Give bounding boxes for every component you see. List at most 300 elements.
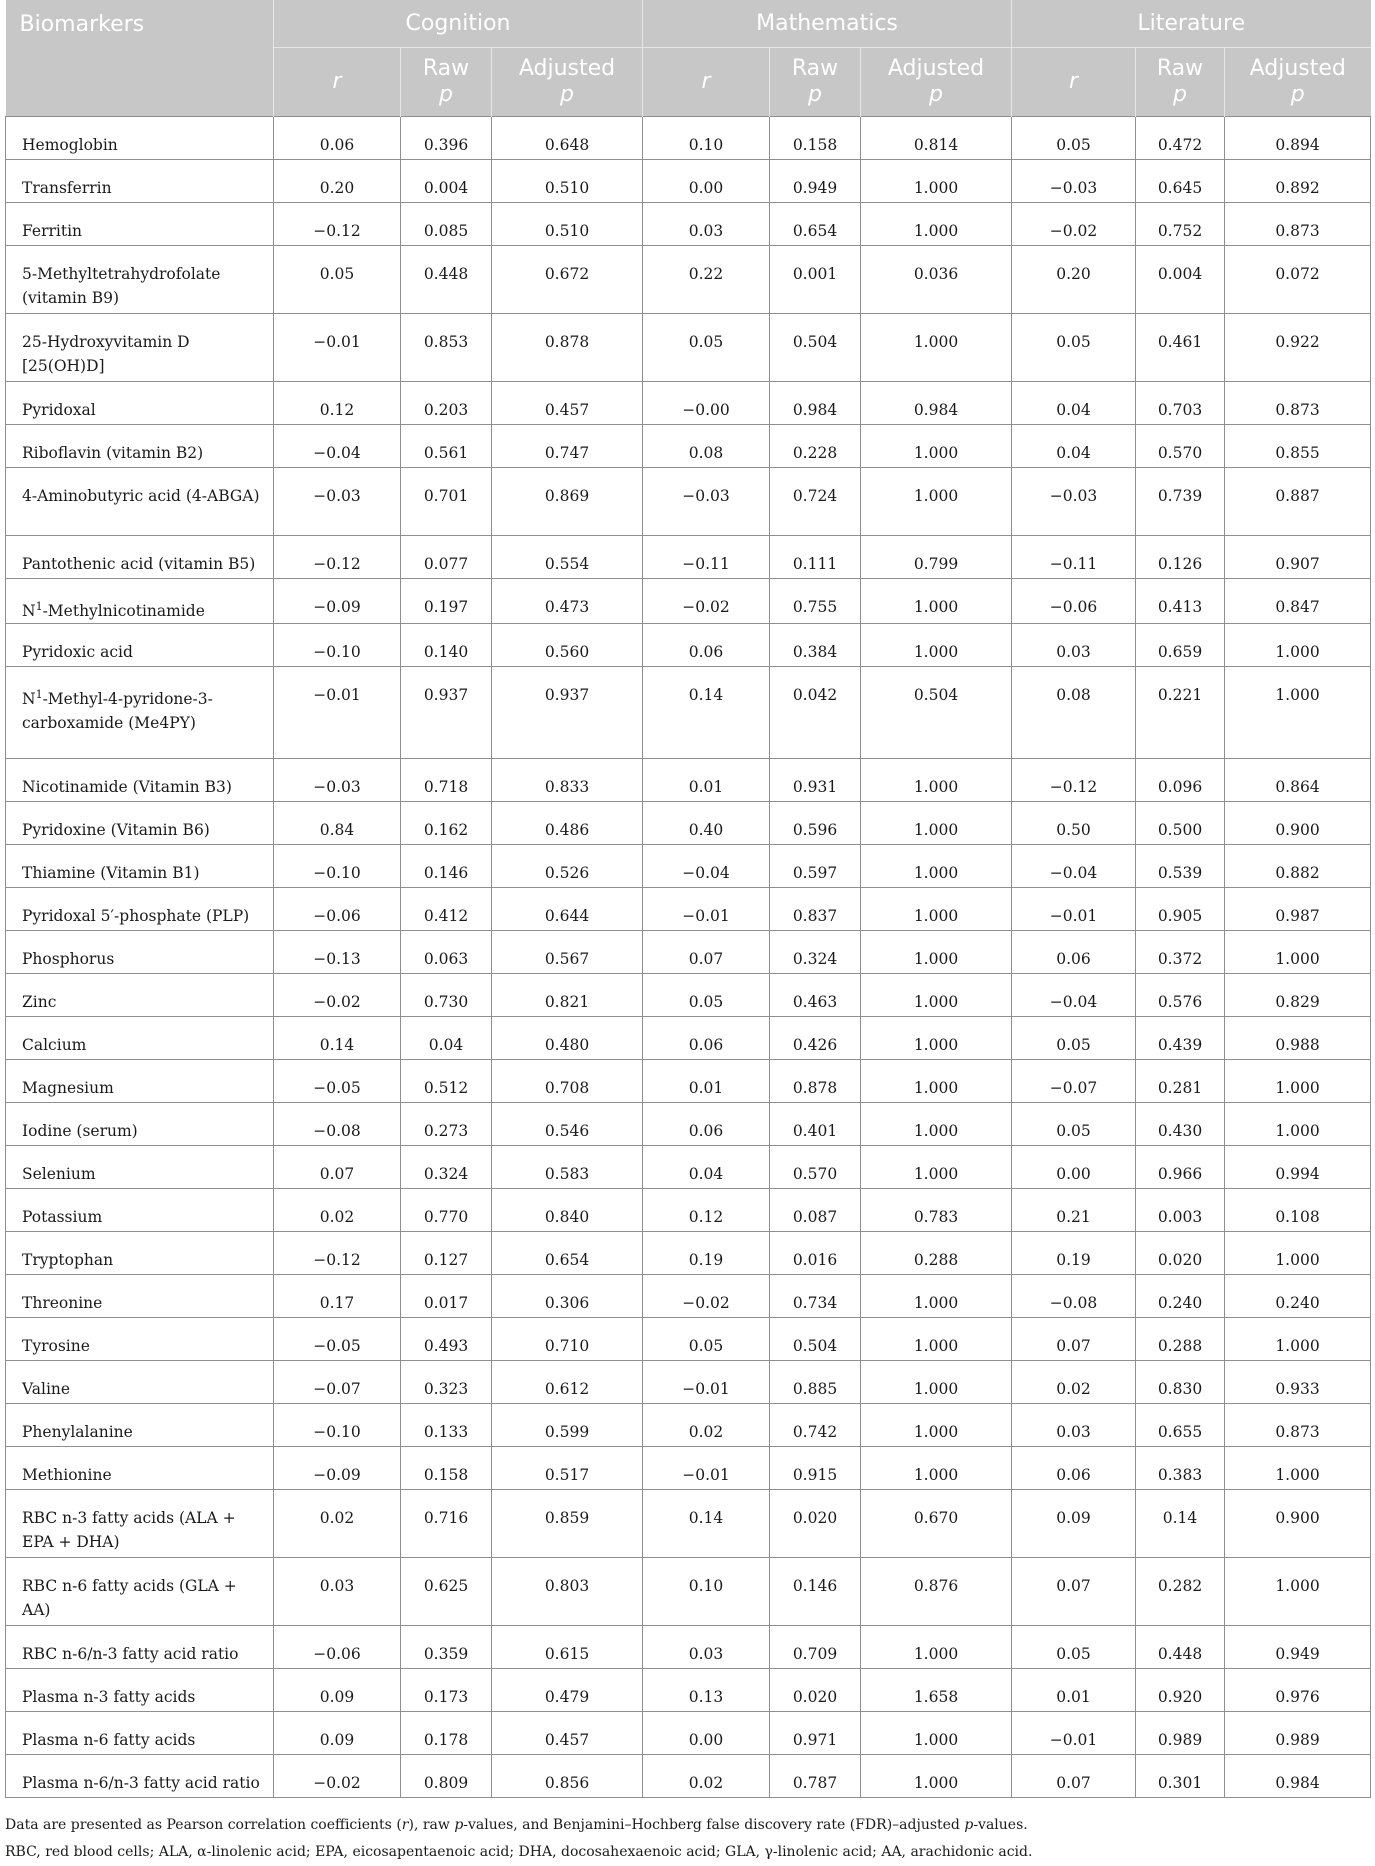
mathematics-raw-p-cell: 0.597 [770, 845, 861, 888]
cognition-adjusted-p-cell: 0.710 [492, 1318, 643, 1361]
mathematics-r-cell: 0.12 [643, 1189, 770, 1232]
biomarker-name-cell: Pantothenic acid (vitamin B5) [6, 536, 274, 579]
mathematics-adjusted-p-cell: 0.876 [861, 1558, 1012, 1626]
header-group-literature: Literature [1012, 0, 1371, 48]
cognition-r-cell: 0.84 [274, 802, 401, 845]
mathematics-adjusted-p-cell: 0.783 [861, 1189, 1012, 1232]
mathematics-r-cell: 0.07 [643, 931, 770, 974]
cognition-raw-p-cell: 0.493 [401, 1318, 492, 1361]
mathematics-r-cell: −0.11 [643, 536, 770, 579]
cognition-adjusted-p-cell: 0.803 [492, 1558, 643, 1626]
cognition-r-cell: 0.02 [274, 1189, 401, 1232]
literature-adjusted-p-cell: 1.000 [1225, 624, 1371, 667]
literature-adjusted-p-cell: 1.000 [1225, 667, 1371, 759]
literature-r-cell: 0.00 [1012, 1146, 1136, 1189]
mathematics-raw-p-cell: 0.709 [770, 1626, 861, 1669]
mathematics-adjusted-p-cell: 1.000 [861, 1404, 1012, 1447]
literature-adjusted-p-cell: 0.873 [1225, 382, 1371, 425]
cognition-adjusted-p-cell: 0.672 [492, 246, 643, 314]
biomarker-name-cell: Selenium [6, 1146, 274, 1189]
mathematics-adjusted-p-cell: 1.000 [861, 1318, 1012, 1361]
literature-r-cell: 0.05 [1012, 1626, 1136, 1669]
literature-r-cell: 0.07 [1012, 1318, 1136, 1361]
mathematics-r-cell: 0.40 [643, 802, 770, 845]
mathematics-raw-p-cell: 0.087 [770, 1189, 861, 1232]
cognition-r-cell: 0.12 [274, 382, 401, 425]
mathematics-raw-p-cell: 0.755 [770, 579, 861, 624]
literature-raw-p-cell: 0.221 [1136, 667, 1225, 759]
mathematics-raw-p-cell: 0.016 [770, 1232, 861, 1275]
literature-raw-p-cell: 0.645 [1136, 160, 1225, 203]
literature-r-cell: 0.50 [1012, 802, 1136, 845]
mathematics-raw-p-cell: 0.020 [770, 1669, 861, 1712]
table-row [6, 1103, 1371, 1146]
header-group-cognition: Cognition [274, 0, 643, 48]
literature-raw-p-cell: 0.739 [1136, 468, 1225, 536]
literature-r-cell: −0.02 [1012, 203, 1136, 246]
cognition-r-cell: 0.14 [274, 1017, 401, 1060]
header-r: r [1012, 48, 1136, 117]
literature-raw-p-cell: 0.500 [1136, 802, 1225, 845]
biomarker-name-cell: Phenylalanine [6, 1404, 274, 1447]
literature-r-cell: 0.20 [1012, 246, 1136, 314]
literature-adjusted-p-cell: 0.855 [1225, 425, 1371, 468]
biomarker-name-cell: RBC n-3 fatty acids (ALA + EPA + DHA) [6, 1490, 274, 1558]
cognition-adjusted-p-cell: 0.615 [492, 1626, 643, 1669]
table-row [6, 1275, 1371, 1318]
cognition-adjusted-p-cell: 0.560 [492, 624, 643, 667]
literature-r-cell: −0.08 [1012, 1275, 1136, 1318]
table-page [5, 0, 1370, 1866]
table-row [6, 888, 1371, 931]
cognition-r-cell: −0.08 [274, 1103, 401, 1146]
biomarker-name-cell: Tyrosine [6, 1318, 274, 1361]
table-row [6, 1669, 1371, 1712]
cognition-raw-p-cell: 0.133 [401, 1404, 492, 1447]
literature-raw-p-cell: 0.413 [1136, 579, 1225, 624]
mathematics-raw-p-cell: 0.042 [770, 667, 861, 759]
cognition-r-cell: −0.12 [274, 536, 401, 579]
literature-r-cell: −0.04 [1012, 845, 1136, 888]
literature-adjusted-p-cell: 0.976 [1225, 1669, 1371, 1712]
mathematics-raw-p-cell: 0.787 [770, 1755, 861, 1798]
literature-r-cell: 0.03 [1012, 1404, 1136, 1447]
literature-r-cell: −0.06 [1012, 579, 1136, 624]
header-adjusted-p: Adjusted p [861, 48, 1012, 117]
mathematics-r-cell: 0.06 [643, 1103, 770, 1146]
cognition-raw-p-cell: 0.197 [401, 579, 492, 624]
literature-r-cell: 0.07 [1012, 1755, 1136, 1798]
mathematics-raw-p-cell: 0.570 [770, 1146, 861, 1189]
literature-adjusted-p-cell: 0.900 [1225, 1490, 1371, 1558]
table-row [6, 845, 1371, 888]
mathematics-r-cell: −0.02 [643, 579, 770, 624]
literature-adjusted-p-cell: 0.829 [1225, 974, 1371, 1017]
mathematics-raw-p-cell: 0.158 [770, 117, 861, 160]
literature-raw-p-cell: 0.966 [1136, 1146, 1225, 1189]
literature-raw-p-cell: 0.920 [1136, 1669, 1225, 1712]
biomarker-name-cell: Pyridoxal 5′-phosphate (PLP) [6, 888, 274, 931]
biomarker-name-cell: Thiamine (Vitamin B1) [6, 845, 274, 888]
cognition-r-cell: −0.10 [274, 845, 401, 888]
literature-adjusted-p-cell: 0.984 [1225, 1755, 1371, 1798]
mathematics-raw-p-cell: 0.596 [770, 802, 861, 845]
cognition-adjusted-p-cell: 0.747 [492, 425, 643, 468]
mathematics-r-cell: 0.00 [643, 1712, 770, 1755]
cognition-raw-p-cell: 0.158 [401, 1447, 492, 1490]
biomarker-name-cell: Nicotinamide (Vitamin B3) [6, 759, 274, 802]
table-row [6, 1712, 1371, 1755]
header-raw-p: Raw p [401, 48, 492, 117]
mathematics-r-cell: 0.10 [643, 117, 770, 160]
literature-raw-p-cell: 0.448 [1136, 1626, 1225, 1669]
cognition-raw-p-cell: 0.809 [401, 1755, 492, 1798]
header-r: r [643, 48, 770, 117]
mathematics-adjusted-p-cell: 1.000 [861, 1275, 1012, 1318]
literature-adjusted-p-cell: 0.907 [1225, 536, 1371, 579]
mathematics-raw-p-cell: 0.949 [770, 160, 861, 203]
cognition-adjusted-p-cell: 0.833 [492, 759, 643, 802]
literature-raw-p-cell: 0.576 [1136, 974, 1225, 1017]
table-row [6, 246, 1371, 314]
literature-raw-p-cell: 0.659 [1136, 624, 1225, 667]
cognition-r-cell: −0.01 [274, 314, 401, 382]
literature-raw-p-cell: 0.905 [1136, 888, 1225, 931]
cognition-adjusted-p-cell: 0.473 [492, 579, 643, 624]
mathematics-r-cell: 0.02 [643, 1755, 770, 1798]
biomarker-name-cell: Riboflavin (vitamin B2) [6, 425, 274, 468]
header-group-mathematics: Mathematics [643, 0, 1012, 48]
mathematics-raw-p-cell: 0.885 [770, 1361, 861, 1404]
mathematics-adjusted-p-cell: 1.000 [861, 888, 1012, 931]
cognition-r-cell: −0.05 [274, 1318, 401, 1361]
cognition-raw-p-cell: 0.203 [401, 382, 492, 425]
cognition-r-cell: −0.05 [274, 1060, 401, 1103]
literature-adjusted-p-cell: 1.000 [1225, 1060, 1371, 1103]
literature-r-cell: 0.04 [1012, 425, 1136, 468]
table-row [6, 1490, 1371, 1558]
cognition-adjusted-p-cell: 0.654 [492, 1232, 643, 1275]
biomarker-name-cell: Plasma n-6/n-3 fatty acid ratio [6, 1755, 274, 1798]
cognition-raw-p-cell: 0.173 [401, 1669, 492, 1712]
biomarker-name-cell: Phosphorus [6, 931, 274, 974]
mathematics-r-cell: 0.03 [643, 1626, 770, 1669]
cognition-adjusted-p-cell: 0.708 [492, 1060, 643, 1103]
biomarker-correlation-table [5, 0, 1371, 1798]
cognition-r-cell: −0.09 [274, 579, 401, 624]
mathematics-raw-p-cell: 0.384 [770, 624, 861, 667]
literature-adjusted-p-cell: 0.989 [1225, 1712, 1371, 1755]
cognition-r-cell: 0.20 [274, 160, 401, 203]
literature-raw-p-cell: 0.126 [1136, 536, 1225, 579]
mathematics-adjusted-p-cell: 0.504 [861, 667, 1012, 759]
mathematics-r-cell: 0.10 [643, 1558, 770, 1626]
literature-r-cell: −0.12 [1012, 759, 1136, 802]
biomarker-name-cell: Pyridoxic acid [6, 624, 274, 667]
mathematics-adjusted-p-cell: 0.799 [861, 536, 1012, 579]
table-row [6, 1146, 1371, 1189]
mathematics-adjusted-p-cell: 1.000 [861, 1361, 1012, 1404]
biomarker-name-cell: RBC n-6/n-3 fatty acid ratio [6, 1626, 274, 1669]
literature-r-cell: 0.19 [1012, 1232, 1136, 1275]
cognition-raw-p-cell: 0.140 [401, 624, 492, 667]
mathematics-adjusted-p-cell: 0.984 [861, 382, 1012, 425]
cognition-raw-p-cell: 0.701 [401, 468, 492, 536]
mathematics-adjusted-p-cell: 1.000 [861, 1146, 1012, 1189]
mathematics-raw-p-cell: 0.426 [770, 1017, 861, 1060]
cognition-r-cell: 0.03 [274, 1558, 401, 1626]
cognition-r-cell: 0.05 [274, 246, 401, 314]
cognition-adjusted-p-cell: 0.612 [492, 1361, 643, 1404]
literature-raw-p-cell: 0.282 [1136, 1558, 1225, 1626]
literature-adjusted-p-cell: 0.873 [1225, 1404, 1371, 1447]
mathematics-adjusted-p-cell: 1.000 [861, 203, 1012, 246]
literature-raw-p-cell: 0.655 [1136, 1404, 1225, 1447]
literature-r-cell: 0.05 [1012, 1017, 1136, 1060]
cognition-r-cell: −0.10 [274, 624, 401, 667]
literature-adjusted-p-cell: 0.240 [1225, 1275, 1371, 1318]
cognition-adjusted-p-cell: 0.644 [492, 888, 643, 931]
table-row [6, 624, 1371, 667]
literature-raw-p-cell: 0.281 [1136, 1060, 1225, 1103]
footnote-abbreviations: RBC, red blood cells; ALA, α-linolenic acid; EPA, eicosapentaenoic acid; DHA, docosahexaenoic acid; GLA, γ-linolenic acid; AA, arachidonic acid. [5, 1844, 1033, 1861]
mathematics-adjusted-p-cell: 1.000 [861, 468, 1012, 536]
literature-r-cell: 0.03 [1012, 624, 1136, 667]
cognition-adjusted-p-cell: 0.479 [492, 1669, 643, 1712]
literature-raw-p-cell: 0.372 [1136, 931, 1225, 974]
literature-r-cell: −0.01 [1012, 1712, 1136, 1755]
literature-adjusted-p-cell: 0.873 [1225, 203, 1371, 246]
footnote-methods: Data are presented as Pearson correlation coefficients (r), raw p-values, and Benjamini–Hochberg false discovery rate (FDR)–adjusted p-values. [5, 1817, 1028, 1834]
literature-raw-p-cell: 0.472 [1136, 117, 1225, 160]
biomarker-name-cell: $N^1-Methyl-4-pyridone-3$-carboxamide (Me4PY) [6, 667, 274, 759]
cognition-r-cell: −0.04 [274, 425, 401, 468]
mathematics-r-cell: 0.05 [643, 974, 770, 1017]
mathematics-raw-p-cell: 0.504 [770, 314, 861, 382]
mathematics-adjusted-p-cell: 1.000 [861, 624, 1012, 667]
biomarker-name-cell: Potassium [6, 1189, 274, 1232]
biomarker-name-cell: 4-Aminobutyric acid (4-ABGA) [6, 468, 274, 536]
biomarker-name-cell: RBC n-6 fatty acids (GLA + AA) [6, 1558, 274, 1626]
cognition-raw-p-cell: 0.085 [401, 203, 492, 246]
biomarker-name-cell: $N^1$-Methylnicotinamide [6, 579, 274, 624]
mathematics-r-cell: −0.01 [643, 1447, 770, 1490]
cognition-raw-p-cell: 0.359 [401, 1626, 492, 1669]
mathematics-r-cell: −0.01 [643, 1361, 770, 1404]
cognition-raw-p-cell: 0.561 [401, 425, 492, 468]
mathematics-adjusted-p-cell: 0.288 [861, 1232, 1012, 1275]
biomarker-name-cell: Plasma n-6 fatty acids [6, 1712, 274, 1755]
mathematics-raw-p-cell: 0.915 [770, 1447, 861, 1490]
header-biomarkers: Biomarkers [6, 0, 274, 117]
cognition-r-cell: −0.01 [274, 667, 401, 759]
literature-adjusted-p-cell: 0.072 [1225, 246, 1371, 314]
table-row [6, 1361, 1371, 1404]
cognition-r-cell: −0.12 [274, 1232, 401, 1275]
literature-adjusted-p-cell: 0.887 [1225, 468, 1371, 536]
mathematics-adjusted-p-cell: 1.000 [861, 1060, 1012, 1103]
cognition-adjusted-p-cell: 0.526 [492, 845, 643, 888]
cognition-r-cell: −0.03 [274, 468, 401, 536]
literature-r-cell: 0.05 [1012, 314, 1136, 382]
cognition-adjusted-p-cell: 0.937 [492, 667, 643, 759]
mathematics-adjusted-p-cell: 1.000 [861, 1712, 1012, 1755]
cognition-raw-p-cell: 0.853 [401, 314, 492, 382]
cognition-r-cell: 0.09 [274, 1712, 401, 1755]
cognition-r-cell: −0.10 [274, 1404, 401, 1447]
mathematics-raw-p-cell: 0.020 [770, 1490, 861, 1558]
literature-adjusted-p-cell: 0.894 [1225, 117, 1371, 160]
mathematics-raw-p-cell: 0.111 [770, 536, 861, 579]
mathematics-adjusted-p-cell: 1.000 [861, 1017, 1012, 1060]
header-adjusted-p: Adjusted p [1225, 48, 1371, 117]
literature-raw-p-cell: 0.830 [1136, 1361, 1225, 1404]
cognition-raw-p-cell: 0.770 [401, 1189, 492, 1232]
cognition-raw-p-cell: 0.448 [401, 246, 492, 314]
header-adjusted-p: Adjusted p [492, 48, 643, 117]
mathematics-raw-p-cell: 0.734 [770, 1275, 861, 1318]
literature-adjusted-p-cell: 1.000 [1225, 1103, 1371, 1146]
literature-r-cell: −0.04 [1012, 974, 1136, 1017]
literature-adjusted-p-cell: 0.882 [1225, 845, 1371, 888]
table-row [6, 117, 1371, 160]
cognition-adjusted-p-cell: 0.821 [492, 974, 643, 1017]
header-raw-p: Raw p [770, 48, 861, 117]
table-row [6, 1447, 1371, 1490]
mathematics-adjusted-p-cell: 1.000 [861, 1103, 1012, 1146]
cognition-raw-p-cell: 0.077 [401, 536, 492, 579]
table-row [6, 314, 1371, 382]
cognition-adjusted-p-cell: 0.486 [492, 802, 643, 845]
cognition-r-cell: −0.02 [274, 1755, 401, 1798]
table-row [6, 1232, 1371, 1275]
literature-adjusted-p-cell: 0.987 [1225, 888, 1371, 931]
cognition-raw-p-cell: 0.178 [401, 1712, 492, 1755]
literature-r-cell: 0.05 [1012, 117, 1136, 160]
table-row [6, 536, 1371, 579]
mathematics-r-cell: 0.14 [643, 667, 770, 759]
cognition-adjusted-p-cell: 0.517 [492, 1447, 643, 1490]
cognition-adjusted-p-cell: 0.457 [492, 1712, 643, 1755]
biomarker-name-cell: Tryptophan [6, 1232, 274, 1275]
literature-adjusted-p-cell: 0.949 [1225, 1626, 1371, 1669]
cognition-raw-p-cell: 0.718 [401, 759, 492, 802]
literature-raw-p-cell: 0.301 [1136, 1755, 1225, 1798]
table-row [6, 667, 1371, 759]
biomarker-name-cell: Hemoglobin [6, 117, 274, 160]
biomarker-name-cell: Pyridoxal [6, 382, 274, 425]
mathematics-r-cell: 0.05 [643, 314, 770, 382]
biomarker-name-cell: Transferrin [6, 160, 274, 203]
cognition-raw-p-cell: 0.273 [401, 1103, 492, 1146]
literature-adjusted-p-cell: 1.000 [1225, 1318, 1371, 1361]
mathematics-r-cell: 0.00 [643, 160, 770, 203]
cognition-r-cell: −0.06 [274, 888, 401, 931]
mathematics-r-cell: 0.02 [643, 1404, 770, 1447]
literature-r-cell: −0.03 [1012, 468, 1136, 536]
cognition-adjusted-p-cell: 0.554 [492, 536, 643, 579]
cognition-adjusted-p-cell: 0.869 [492, 468, 643, 536]
literature-raw-p-cell: 0.539 [1136, 845, 1225, 888]
biomarker-name-cell: 25-Hydroxyvitamin D [25(OH)D] [6, 314, 274, 382]
table-row [6, 759, 1371, 802]
cognition-raw-p-cell: 0.625 [401, 1558, 492, 1626]
cognition-raw-p-cell: 0.937 [401, 667, 492, 759]
literature-raw-p-cell: 0.383 [1136, 1447, 1225, 1490]
cognition-raw-p-cell: 0.323 [401, 1361, 492, 1404]
literature-adjusted-p-cell: 1.000 [1225, 1232, 1371, 1275]
mathematics-adjusted-p-cell: 1.000 [861, 1755, 1012, 1798]
mathematics-r-cell: 0.13 [643, 1669, 770, 1712]
cognition-r-cell: 0.07 [274, 1146, 401, 1189]
cognition-raw-p-cell: 0.017 [401, 1275, 492, 1318]
mathematics-r-cell: 0.08 [643, 425, 770, 468]
mathematics-adjusted-p-cell: 1.658 [861, 1669, 1012, 1712]
literature-adjusted-p-cell: 0.864 [1225, 759, 1371, 802]
cognition-raw-p-cell: 0.162 [401, 802, 492, 845]
biomarker-name-cell: Ferritin [6, 203, 274, 246]
cognition-raw-p-cell: 0.324 [401, 1146, 492, 1189]
mathematics-adjusted-p-cell: 0.814 [861, 117, 1012, 160]
biomarker-name-cell: Magnesium [6, 1060, 274, 1103]
literature-raw-p-cell: 0.14 [1136, 1490, 1225, 1558]
cognition-raw-p-cell: 0.396 [401, 117, 492, 160]
literature-r-cell: 0.01 [1012, 1669, 1136, 1712]
table-row [6, 1404, 1371, 1447]
cognition-adjusted-p-cell: 0.510 [492, 203, 643, 246]
table-row [6, 382, 1371, 425]
literature-adjusted-p-cell: 1.000 [1225, 1447, 1371, 1490]
cognition-adjusted-p-cell: 0.306 [492, 1275, 643, 1318]
biomarker-name-cell: Threonine [6, 1275, 274, 1318]
cognition-adjusted-p-cell: 0.546 [492, 1103, 643, 1146]
cognition-r-cell: −0.07 [274, 1361, 401, 1404]
literature-r-cell: 0.02 [1012, 1361, 1136, 1404]
literature-raw-p-cell: 0.989 [1136, 1712, 1225, 1755]
biomarker-name-cell: Methionine [6, 1447, 274, 1490]
biomarker-name-cell: Zinc [6, 974, 274, 1017]
mathematics-r-cell: −0.00 [643, 382, 770, 425]
mathematics-adjusted-p-cell: 1.000 [861, 1447, 1012, 1490]
mathematics-raw-p-cell: 0.742 [770, 1404, 861, 1447]
mathematics-raw-p-cell: 0.463 [770, 974, 861, 1017]
cognition-adjusted-p-cell: 0.856 [492, 1755, 643, 1798]
cognition-r-cell: −0.02 [274, 974, 401, 1017]
header-raw-p: Raw p [1136, 48, 1225, 117]
literature-adjusted-p-cell: 0.900 [1225, 802, 1371, 845]
mathematics-r-cell: −0.01 [643, 888, 770, 931]
mathematics-r-cell: 0.01 [643, 1060, 770, 1103]
mathematics-adjusted-p-cell: 0.670 [861, 1490, 1012, 1558]
literature-adjusted-p-cell: 0.108 [1225, 1189, 1371, 1232]
cognition-raw-p-cell: 0.730 [401, 974, 492, 1017]
literature-raw-p-cell: 0.096 [1136, 759, 1225, 802]
table-row [6, 974, 1371, 1017]
biomarker-name-cell: Calcium [6, 1017, 274, 1060]
mathematics-r-cell: −0.02 [643, 1275, 770, 1318]
literature-r-cell: 0.07 [1012, 1558, 1136, 1626]
table-row [6, 1017, 1371, 1060]
cognition-raw-p-cell: 0.004 [401, 160, 492, 203]
mathematics-raw-p-cell: 0.504 [770, 1318, 861, 1361]
cognition-r-cell: −0.13 [274, 931, 401, 974]
cognition-adjusted-p-cell: 0.457 [492, 382, 643, 425]
cognition-adjusted-p-cell: 0.567 [492, 931, 643, 974]
literature-r-cell: 0.04 [1012, 382, 1136, 425]
mathematics-adjusted-p-cell: 1.000 [861, 314, 1012, 382]
cognition-raw-p-cell: 0.146 [401, 845, 492, 888]
literature-r-cell: −0.01 [1012, 888, 1136, 931]
